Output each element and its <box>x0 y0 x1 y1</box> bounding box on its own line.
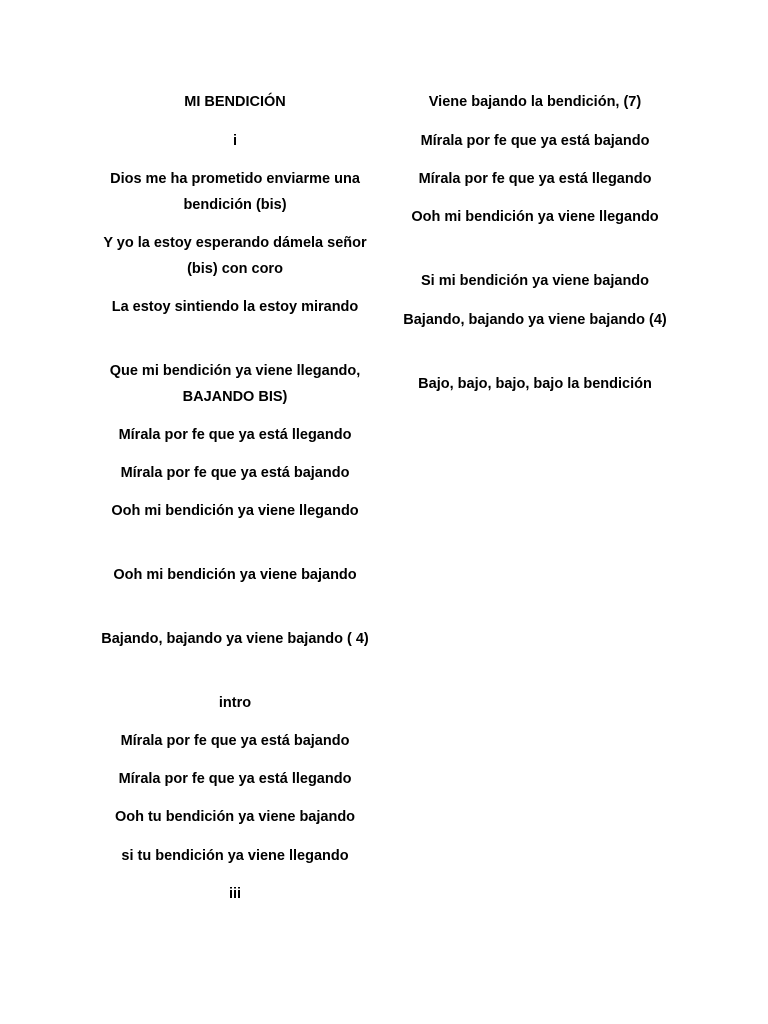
lyric-line: Ooh mi bendición ya viene llegando <box>411 209 659 225</box>
lyric-line: Ooh tu bendición ya viene bajando <box>114 809 356 825</box>
lyric-line: Mírala por fe que ya está llegando <box>418 171 652 187</box>
lyric-line: Bajando, bajando ya viene bajando (4) <box>403 312 667 328</box>
lyric-line: Y yo la estoy esperando dámela señor (bis) con coro <box>103 235 367 277</box>
lyric-line: La estoy sintiendo la estoy mirando <box>111 299 359 315</box>
section-marker: iii <box>228 886 242 902</box>
song-title: MI BENDICIÓN <box>184 94 286 110</box>
section-marker: intro <box>218 695 252 711</box>
lyric-line: Mírala por fe que ya está llegando <box>118 771 352 787</box>
lyric-line: Mírala por fe que ya está bajando <box>120 733 350 749</box>
lyric-line: Ooh mi bendición ya viene llegando <box>111 503 359 519</box>
lyric-line: Ooh mi bendición ya viene bajando <box>113 567 357 583</box>
section-marker: i <box>232 133 238 149</box>
lyric-line: Dios me ha prometido enviarme una bendición (bis) <box>110 171 360 213</box>
lyric-line: si tu bendición ya viene llegando <box>121 848 349 864</box>
lyric-line: Mírala por fe que ya está bajando <box>420 133 650 149</box>
lyric-line: Viene bajando la bendición, (7) <box>428 94 642 110</box>
lyric-line: Mírala por fe que ya está bajando <box>120 465 350 481</box>
lyric-line: Bajando, bajando ya viene bajando ( 4) <box>101 631 369 647</box>
lyric-line: Mírala por fe que ya está llegando <box>118 427 352 443</box>
lyric-line: Bajo, bajo, bajo, bajo la bendición <box>418 376 652 392</box>
lyric-line: Si mi bendición ya viene bajando <box>420 273 650 289</box>
lyric-line: Que mi bendición ya viene llegando, BAJANDO BIS) <box>109 363 361 405</box>
